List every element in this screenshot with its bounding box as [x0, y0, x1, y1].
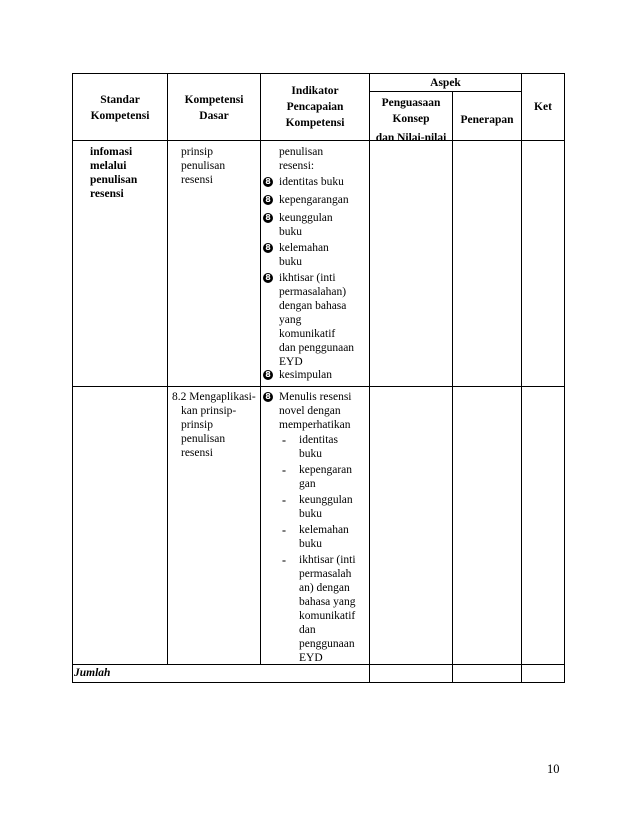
row1-bottom-border	[72, 386, 565, 387]
header-penerapan: Penerapan	[460, 114, 514, 126]
indicator-item-identitas: identitas buku	[279, 176, 344, 188]
col-divider-3	[369, 73, 370, 683]
sub-item-kepengarangan: kepengaran gan	[299, 464, 352, 490]
sub-item-keunggulan: keunggulan buku	[299, 494, 353, 520]
header-indikator: Indikator Pencapaian Kompetensi	[285, 85, 345, 129]
header-bottom-border	[72, 140, 565, 141]
bullet-icon: 8	[263, 392, 273, 402]
col-divider-5	[521, 73, 522, 683]
bullet-icon: 8	[263, 177, 273, 187]
col-divider-4	[452, 91, 453, 683]
dash-icon: -	[282, 523, 286, 537]
indicator-item-kepengarangan: kepengarangan	[279, 194, 349, 206]
dash-icon: -	[282, 463, 286, 477]
table-bottom-border	[72, 682, 565, 683]
header-kompetensi-dasar: Kompetensi Dasar	[184, 94, 244, 122]
bullet-icon: 8	[263, 195, 273, 205]
dash-icon: -	[282, 433, 286, 447]
header-penguasaan: Penguasaan Konsep dan Nilai-nilai	[375, 97, 447, 144]
bullet-icon: 8	[263, 213, 273, 223]
bullet-icon: 8	[263, 273, 273, 283]
table-top-border	[72, 73, 565, 74]
row2-indikator-lead: Menulis resensi novel dengan memperhatikan	[279, 391, 352, 431]
dash-icon: -	[282, 493, 286, 507]
jumlah-label: Jumlah	[74, 667, 111, 679]
col-divider-2	[260, 73, 261, 665]
table-right-border	[564, 73, 565, 683]
indicator-item-ikhtisar: ikhtisar (inti permasalahan) dengan bahasa yang komunikatif dan penggunaan EYD	[279, 272, 355, 368]
col-divider-1	[167, 73, 168, 665]
dash-icon: -	[282, 553, 286, 567]
indicator-item-kesimpulan: kesimpulan	[279, 369, 333, 381]
row1-indikator-intro: penulisan resensi:	[279, 146, 324, 172]
header-aspek: Aspek	[430, 77, 461, 89]
row1-standar: infomasi melalui penulisan resensi	[90, 146, 138, 200]
table-left-border	[72, 73, 73, 683]
aspek-divider	[370, 91, 521, 92]
bullet-icon: 8	[263, 243, 273, 253]
header-ket: Ket	[534, 101, 552, 113]
row2-kompetensi-dasar: 8.2 Mengaplikasi- kan prinsip- prinsip penulisan resensi	[172, 391, 256, 459]
header-standar: Standar Kompetensi	[90, 94, 150, 122]
page-number: 10	[547, 762, 560, 776]
bullet-icon: 8	[263, 370, 273, 380]
sub-item-kelemahan: kelemahan buku	[299, 524, 349, 550]
sub-item-identitas: identitas buku	[299, 434, 338, 460]
sub-item-ikhtisar: ikhtisar (inti permasalah an) dengan bahasa yang komunikatif dan penggunaan EYD	[299, 554, 356, 664]
indicator-item-keunggulan: keunggulan buku	[279, 212, 333, 238]
indicator-item-kelemahan: kelemahan buku	[279, 242, 329, 268]
row1-kompetensi-dasar: prinsip penulisan resensi	[181, 146, 226, 186]
